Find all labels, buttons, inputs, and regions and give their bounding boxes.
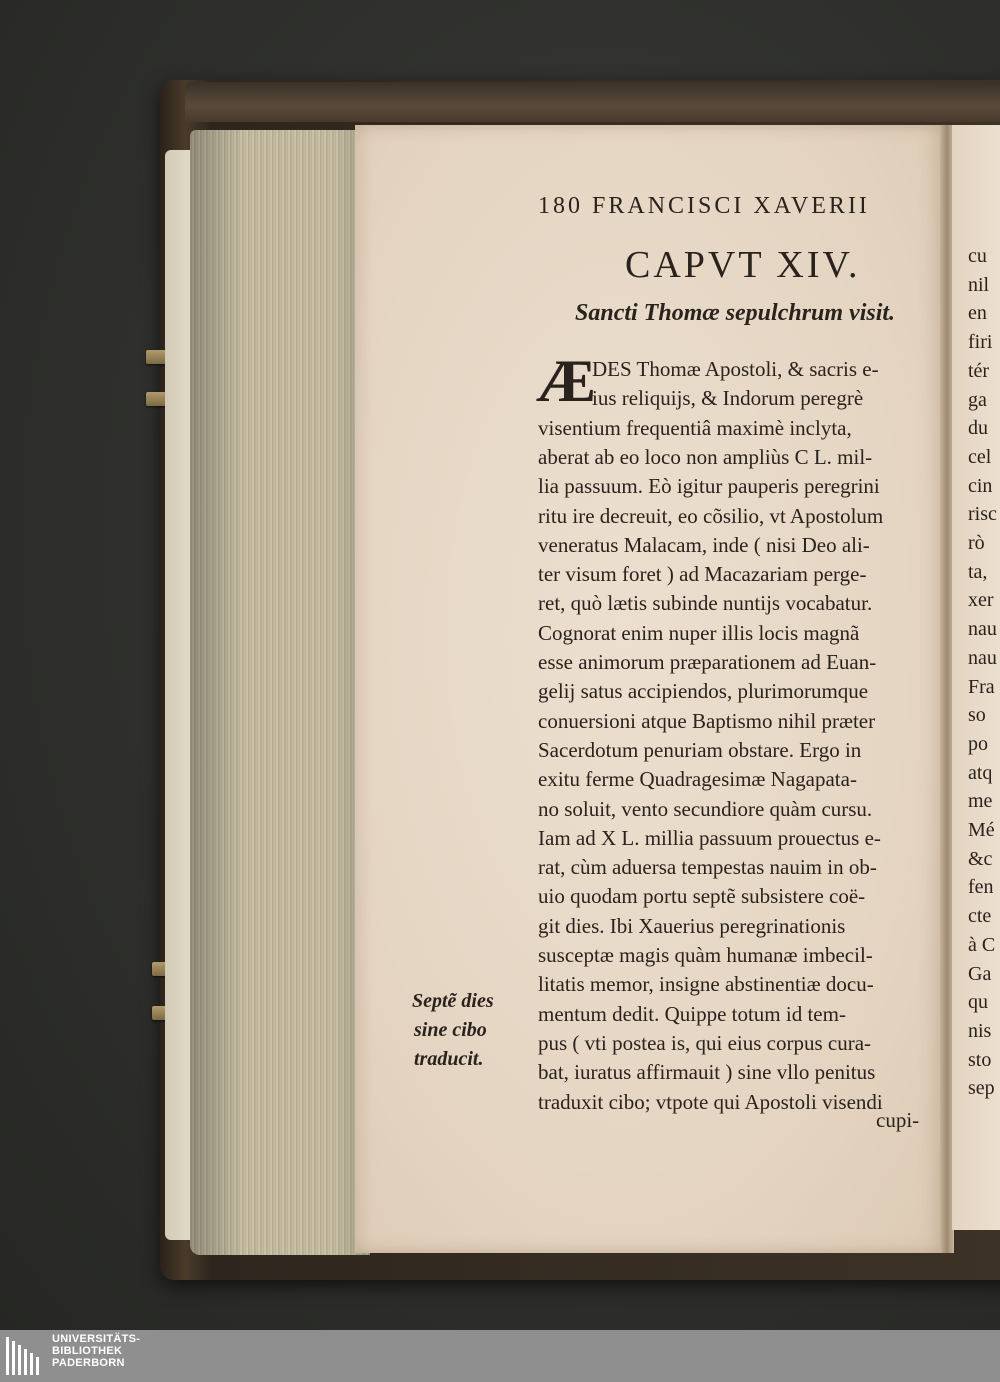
text-line: ius reliquijs, & Indorum peregrè bbox=[592, 386, 864, 411]
chapter-subtitle: Sancti Thomæ sepulchrum visit. bbox=[575, 300, 896, 326]
library-footer-bar bbox=[0, 1330, 1000, 1382]
text-line: Iam ad X L. millia passuum prouectus e- bbox=[538, 825, 881, 850]
text-line: gelij satus accipiendos, plurimorumque bbox=[538, 679, 869, 704]
facing-page-line: atq bbox=[968, 761, 993, 784]
facing-page-line: ta, bbox=[968, 560, 988, 583]
facing-page-line: xer bbox=[968, 589, 994, 612]
text-line: uio quodam portu septẽ subsistere coë- bbox=[538, 884, 866, 909]
facing-page-line: nis bbox=[968, 1019, 992, 1042]
text-line: bat, iuratus affirmauit ) sine vllo penitus bbox=[538, 1060, 876, 1085]
facing-page-line: ga bbox=[968, 388, 987, 411]
facing-page-line: nau bbox=[968, 646, 997, 669]
library-name bbox=[52, 1333, 140, 1369]
margin-note-line: Septẽ dies bbox=[412, 990, 494, 1012]
library-name-line3: PADERBORN bbox=[52, 1357, 125, 1369]
facing-page-line: cel bbox=[968, 445, 992, 468]
text-line: mentum dedit. Quippe totum id tem- bbox=[538, 1001, 846, 1026]
text-line: lia passuum. Eò igitur pauperis peregrini bbox=[538, 474, 880, 499]
book-cover-top bbox=[185, 82, 1000, 122]
text-line: git dies. Ibi Xauerius peregrinationis bbox=[538, 913, 846, 938]
facing-page-line: tér bbox=[968, 359, 990, 382]
margin-note-line: traducit. bbox=[414, 1048, 484, 1070]
text-line: DES Thomæ Apostoli, & sacris e- bbox=[592, 357, 879, 381]
facing-page-line: qu bbox=[968, 991, 988, 1014]
text-line: pus ( vti postea is, qui eius corpus cura- bbox=[538, 1030, 872, 1055]
text-line: litatis memor, insigne abstinentiæ docu- bbox=[538, 972, 874, 997]
library-logo-icon bbox=[4, 1333, 44, 1379]
text-line: no soluit, vento secundiore quàm cursu. bbox=[538, 796, 873, 821]
text-line: aberat ab eo loco non ampliùs C L. mil- bbox=[538, 444, 873, 469]
facing-page-line: po bbox=[968, 732, 988, 755]
facing-page-line: me bbox=[968, 790, 993, 813]
text-line: rat, cùm aduersa tempestas nauim in ob- bbox=[538, 855, 877, 880]
facing-page-line: so bbox=[968, 704, 986, 727]
facing-page-line: sto bbox=[968, 1048, 992, 1071]
facing-page-line: du bbox=[968, 417, 988, 440]
facing-page-line: rò bbox=[968, 532, 985, 554]
text-line: visentium frequentiâ maximè inclyta, bbox=[538, 415, 852, 440]
facing-page-line: &c bbox=[968, 847, 993, 870]
catchword: cupi- bbox=[876, 1108, 920, 1132]
facing-page-line: risc bbox=[968, 503, 997, 526]
library-name-line2: BIBLIOTHEK bbox=[52, 1345, 123, 1357]
running-head: 180 FRANCISCI XAVERII bbox=[538, 193, 870, 219]
clasp-upper-2 bbox=[146, 392, 166, 406]
facing-page-line: cin bbox=[968, 474, 993, 497]
facing-page-line: fen bbox=[968, 876, 994, 899]
clasp-upper-1 bbox=[146, 350, 166, 364]
facing-page-line: Ga bbox=[968, 962, 992, 985]
text-line: Sacerdotum penuriam obstare. Ergo in bbox=[538, 737, 862, 762]
chapter-title: CAPVT XIV. bbox=[625, 244, 861, 286]
text-line: traduxit cibo; vtpote qui Apostoli visendi bbox=[538, 1089, 883, 1114]
facing-page-line: Fra bbox=[968, 675, 995, 698]
facing-page-line: nil bbox=[968, 273, 990, 296]
facing-page-line: Mé bbox=[968, 819, 995, 841]
facing-page-line: à C bbox=[968, 933, 996, 956]
margin-note-line: sine cibo bbox=[414, 1019, 487, 1041]
text-line: exitu ferme Quadragesimæ Nagapata- bbox=[538, 767, 857, 792]
library-name-line1: UNIVERSITÄTS- bbox=[52, 1333, 141, 1345]
drop-cap-initial: Æ bbox=[536, 348, 596, 414]
text-line: ter visum foret ) ad Macazariam perge- bbox=[538, 562, 867, 587]
facing-page-line: cu bbox=[968, 245, 987, 267]
facing-page-line: firi bbox=[968, 331, 993, 354]
text-line: Cognorat enim nuper illis locis magnã bbox=[538, 620, 860, 645]
facing-page-line: nau bbox=[968, 618, 997, 641]
text-line: veneratus Malacam, inde ( nisi Deo ali- bbox=[538, 532, 870, 557]
facing-page-line: sep bbox=[968, 1077, 995, 1100]
facing-page-line: en bbox=[968, 302, 987, 325]
text-line: esse animorum præparationem ad Euan- bbox=[538, 650, 877, 674]
text-line: susceptæ magis quàm humanæ imbecil- bbox=[538, 943, 873, 967]
facing-page-line: cte bbox=[968, 905, 992, 928]
text-line: ritu ire decreuit, eo cõsilio, vt Apostolum bbox=[538, 503, 884, 528]
text-line: ret, quò lætis subinde nuntijs vocabatur. bbox=[538, 591, 873, 616]
text-line: conuersioni atque Baptismo nihil præter bbox=[538, 708, 876, 733]
